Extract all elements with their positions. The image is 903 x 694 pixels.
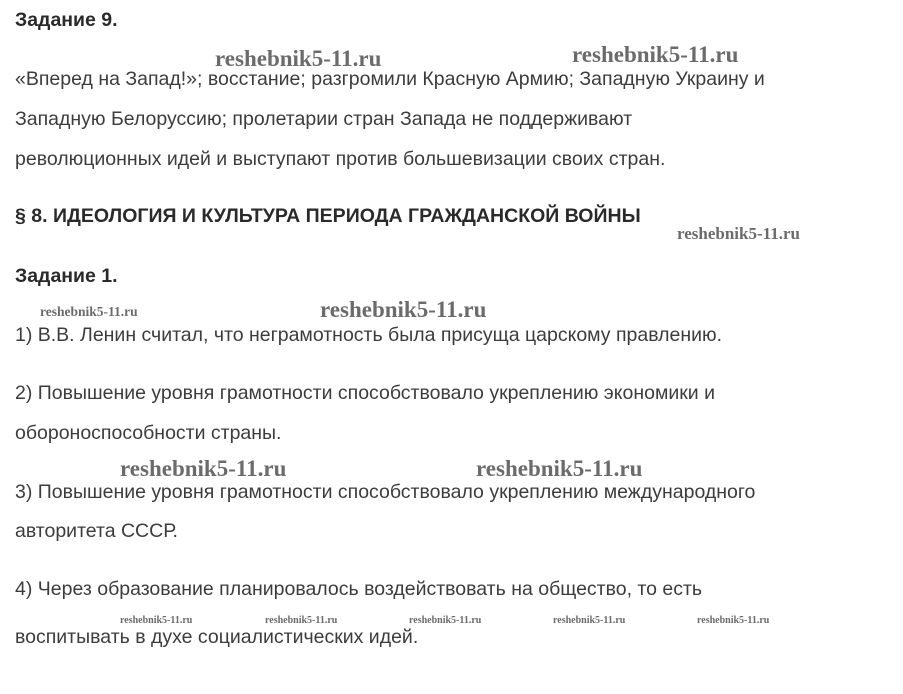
watermark: reshebnik5-11.ru: [40, 304, 138, 319]
watermark: reshebnik5-11.ru: [120, 615, 193, 626]
task-9-line-3: революционных идей и выступают против большевизации своих стран.: [15, 148, 666, 170]
watermark: reshebnik5-11.ru: [215, 46, 382, 71]
task-1-item-2-line-2: обороноспособности страны.: [15, 422, 282, 444]
task-1-item-2-line-1: 2) Повышение уровня грамотности способствовало укреплению экономики и: [15, 382, 715, 404]
section-title: § 8. ИДЕОЛОГИЯ И КУЛЬТУРА ПЕРИОДА ГРАЖДАНСКОЙ ВОЙНЫ: [15, 205, 641, 227]
watermark: reshebnik5-11.ru: [320, 297, 487, 322]
task-1-item-1: 1) В.В. Ленин считал, что неграмотность была присуща царскому правлению.: [15, 324, 723, 346]
task-9-heading: Задание 9.: [15, 9, 118, 31]
task-1-item-3-line-2: авторитета СССР.: [15, 520, 178, 542]
task-1-item-4-line-1: 4) Через образование планировалось воздействовать на общество, то есть: [15, 578, 703, 600]
task-9-line-2: Западную Белоруссию; пролетарии стран Запада не поддерживают: [15, 108, 633, 130]
watermark: reshebnik5-11.ru: [265, 615, 338, 626]
watermark: reshebnik5-11.ru: [553, 615, 626, 626]
task-1-item-3-line-1: 3) Повышение уровня грамотности способствовало укреплению международного: [15, 481, 756, 503]
task-1-item-4-line-2: воспитывать в духе социалистических идей.: [15, 626, 419, 648]
task-1-heading: Задание 1.: [15, 265, 118, 287]
task-9-line-1: «Вперед на Запад!»; восстание; разгромили Красную Армию; Западную Украину и: [15, 68, 765, 90]
watermark: reshebnik5-11.ru: [476, 456, 643, 481]
watermark: reshebnik5-11.ru: [572, 42, 739, 67]
watermark: reshebnik5-11.ru: [409, 615, 482, 626]
watermark: reshebnik5-11.ru: [120, 456, 287, 481]
watermark: reshebnik5-11.ru: [677, 224, 800, 243]
watermark: reshebnik5-11.ru: [697, 615, 770, 626]
